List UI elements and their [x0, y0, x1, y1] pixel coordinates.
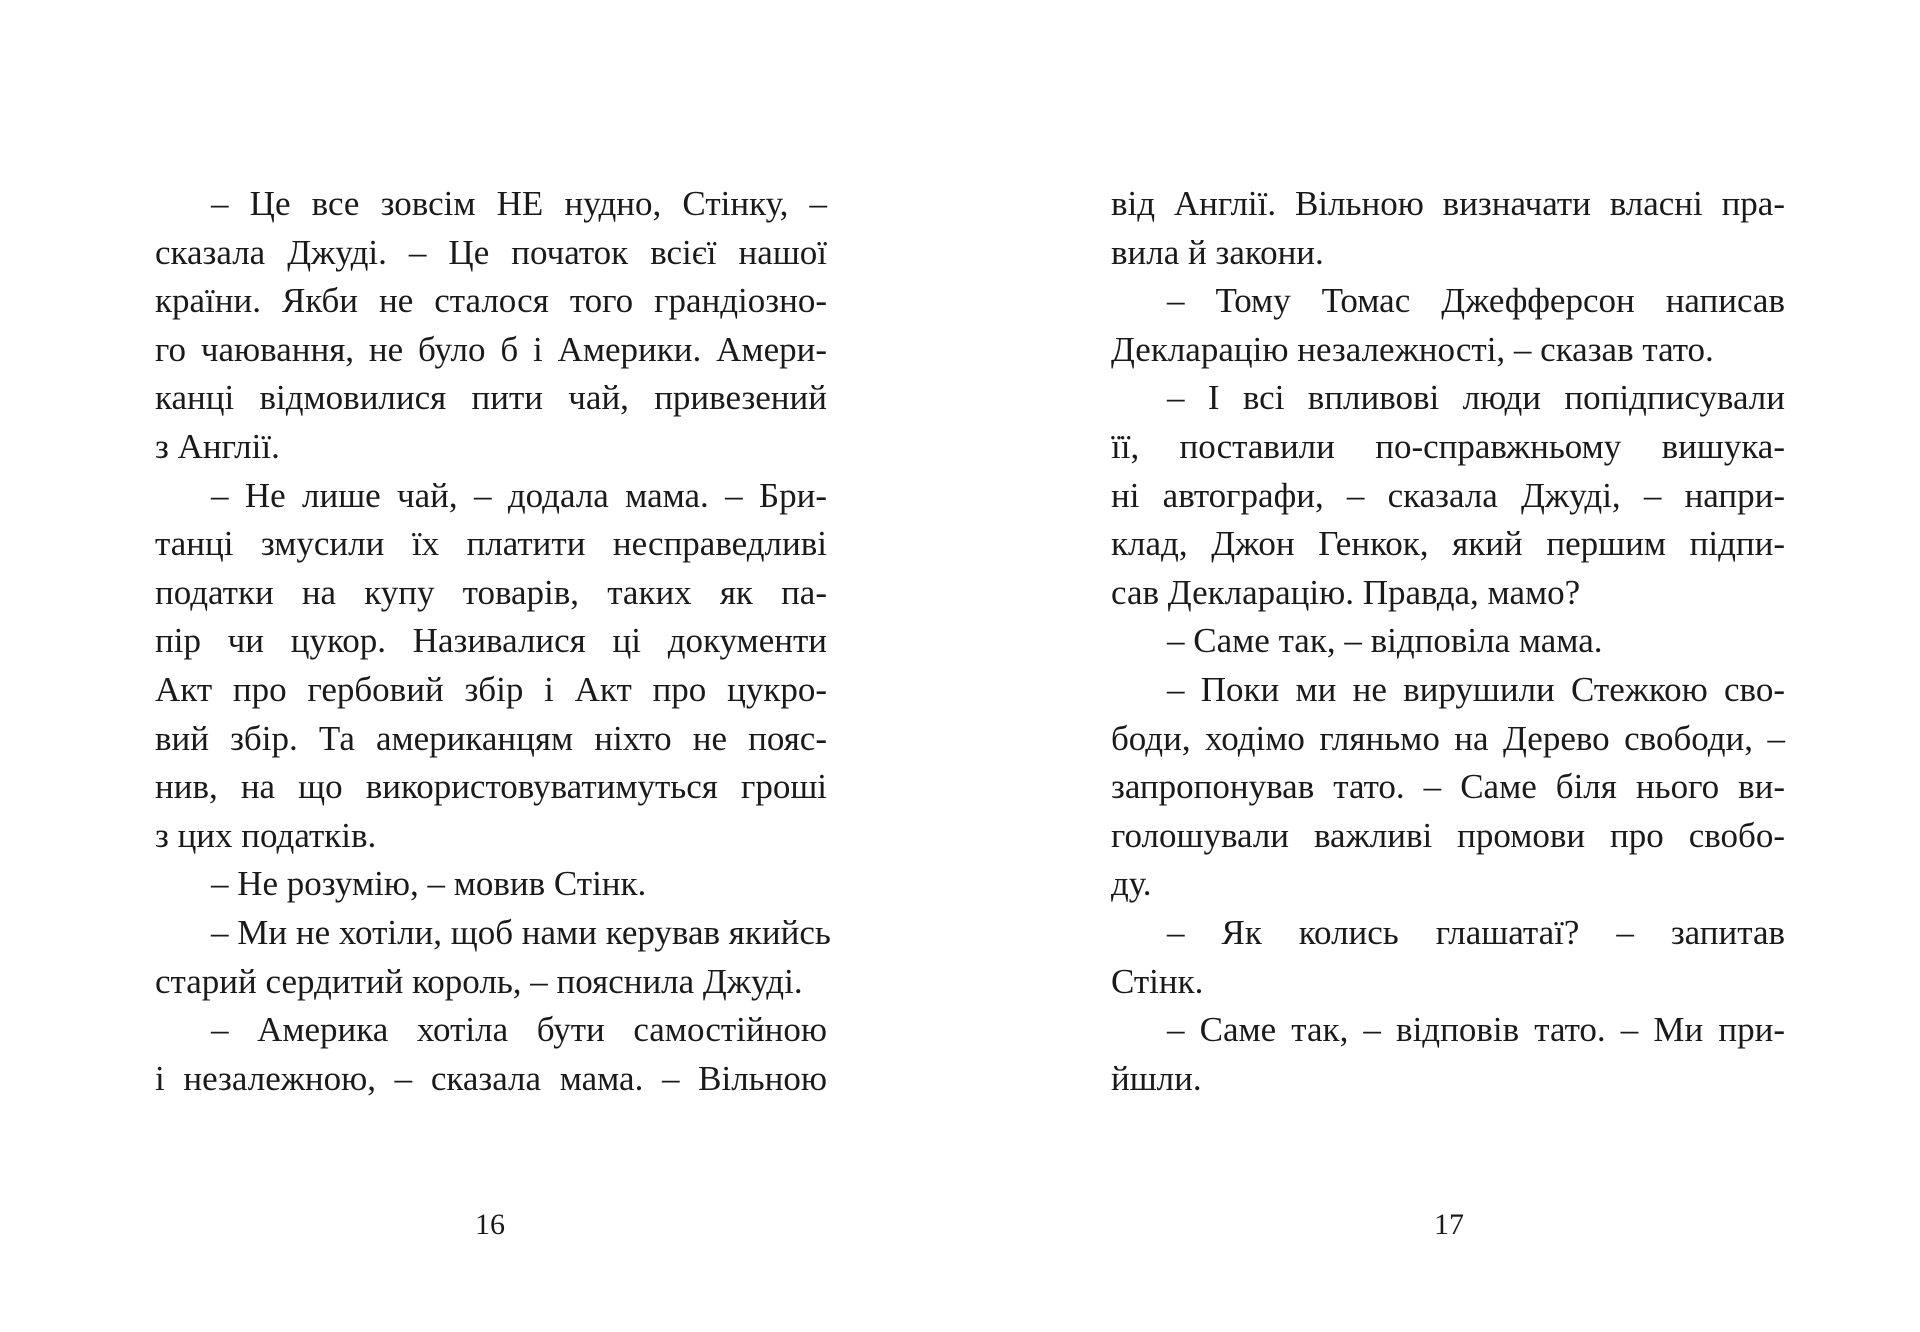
text-line: – Як колись глашатаї? – запитав	[1167, 912, 1785, 952]
text-line: танці змусили їх платити несправедливі	[155, 524, 827, 564]
text-line: – І всі впливові люди попідписували	[1167, 378, 1785, 418]
paragraph	[1111, 666, 1785, 909]
text-line: голошували важливі промови про свобо-	[1111, 815, 1785, 855]
text-line: – Не лише чай, – додала мама. – Бри-	[211, 475, 827, 515]
text-line: клад, Джон Генкок, який першим підпи-	[1111, 524, 1785, 564]
text-line: ні автографи, – сказала Джуді, – напри-	[1111, 475, 1785, 515]
text-line: і незалежною, – сказала мама. – Вільною	[155, 1058, 827, 1098]
left-page-text	[155, 180, 831, 1103]
paragraph	[1111, 277, 1785, 374]
paragraph	[155, 1006, 827, 1103]
text-line: від Англії. Вільною визначати власні пра-	[1111, 184, 1785, 223]
paragraph	[1111, 909, 1785, 1006]
paragraph	[155, 909, 831, 1006]
text-line: – Тому Томас Джефферсон написав	[1167, 281, 1785, 321]
text-line: запропонував тато. – Саме біля нього ви-	[1111, 767, 1785, 807]
text-line: – Ми не хотіли, щоб нами керував якийсь	[211, 912, 831, 952]
text-line: – Саме так, – відповів тато. – Ми при-	[1167, 1010, 1785, 1050]
text-line: сказала Джуді. – Це початок всієї нашої	[155, 232, 827, 272]
text-line: країни. Якби не сталося того грандіозно-	[155, 281, 827, 321]
paragraph	[155, 860, 827, 909]
text-line: Стінк.	[1111, 961, 1204, 1001]
text-line: вила й закони.	[1111, 232, 1324, 272]
page-number-right: 17	[1434, 1208, 1464, 1241]
text-line: сав Декларацію. Правда, мамо?	[1111, 572, 1581, 612]
paragraph	[1111, 374, 1785, 617]
text-line: – Америка хотіла бути самостійною	[211, 1010, 827, 1050]
text-line: старий сердитий король, – пояснила Джуді.	[155, 961, 803, 1001]
paragraph	[155, 180, 827, 472]
text-line: з Англії.	[155, 426, 280, 466]
text-line: – Поки ми не вирушили Стежкою сво-	[1167, 669, 1785, 709]
text-line: з цих податків.	[155, 815, 377, 855]
text-line: йшли.	[1111, 1058, 1202, 1098]
page-number-left: 16	[475, 1208, 505, 1241]
text-line: вий збір. Та американцям ніхто не пояс-	[155, 718, 827, 758]
text-line: – Саме так, – відповіла мама.	[1167, 621, 1603, 661]
text-line: – Не розумію, – мовив Стінк.	[211, 864, 647, 904]
text-line: – Це все зовсім НЕ нудно, Стінку, –	[211, 184, 827, 223]
text-line: її, поставили по-справжньому вишука-	[1111, 426, 1785, 466]
right-page-text	[1111, 180, 1785, 1103]
text-line: канці відмовилися пити чай, привезений	[155, 378, 827, 418]
paragraph	[155, 472, 827, 861]
text-line: нив, на що використовуватимуться гроші	[155, 767, 827, 807]
text-line: Декларацію незалежності, – сказав тато.	[1111, 329, 1714, 369]
text-line: податки на купу товарів, таких як па-	[155, 572, 827, 612]
paragraph	[1111, 180, 1785, 277]
text-line: ду.	[1111, 864, 1152, 904]
text-line: пір чи цукор. Називалися ці документи	[155, 621, 827, 661]
text-line: го чаювання, не було б і Америки. Амери-	[155, 329, 827, 369]
paragraph	[1111, 1006, 1785, 1103]
paragraph	[1111, 617, 1785, 666]
text-line: Акт про гербовий збір і Акт про цукро-	[155, 669, 827, 709]
text-line: боди, ходімо гляньмо на Дерево свободи, –	[1111, 718, 1785, 758]
